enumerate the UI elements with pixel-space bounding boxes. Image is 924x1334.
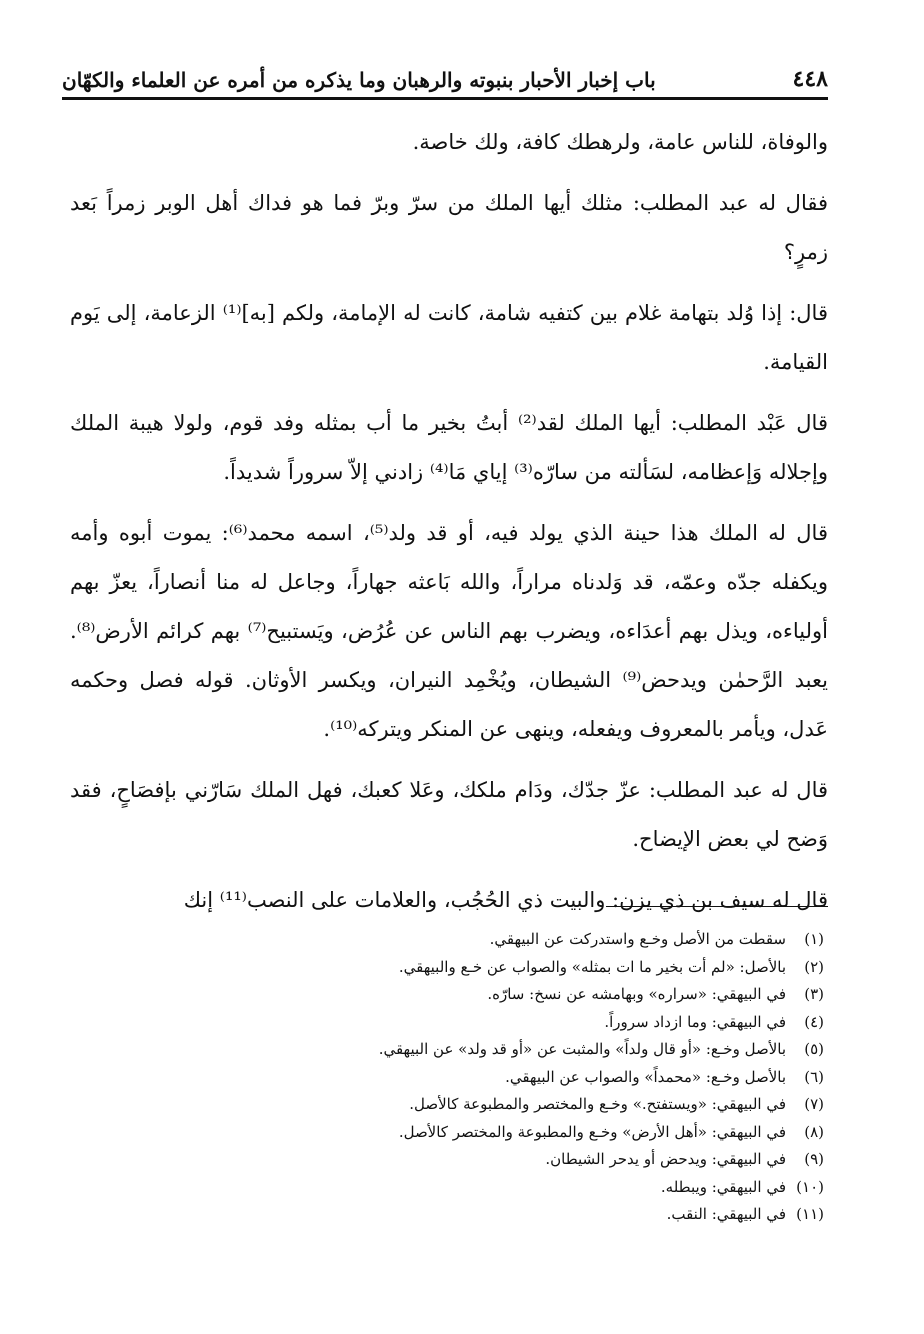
footnote-text: في البيهقي: «أهل الأرض» وخـع والمطبوعة والمختصر كالأصل. [398, 1122, 786, 1141]
running-title: باب إخبار الأحبار بنبوته والرهبان وما يذكره من أمره عن العلماء والكهّان [62, 68, 656, 92]
footnote-number: (٧) [804, 1095, 824, 1113]
footnote-text: بالأصل: «لم أت بخير ما ات بمثله» والصواب عن خـع والبيهقي. [398, 957, 786, 976]
footnote-separator [606, 906, 828, 907]
footnote-item [96, 1146, 824, 1174]
footnote-number: (١١) [796, 1205, 824, 1223]
footnote-item [96, 926, 824, 954]
footnote-text: في البيهقي: ويدحض أو يدحر الشيطان. [545, 1150, 786, 1168]
footnote-number: (٣) [804, 985, 824, 1003]
footnote-item [96, 1036, 824, 1064]
footnote-text: في البيهقي: «سراره» وبهامشه عن نسخ: سارّه. [487, 985, 786, 1003]
footnote-item [96, 1119, 824, 1147]
footnote-text: في البيهقي: ويبطله. [660, 1177, 786, 1196]
footnote-item [96, 1009, 824, 1037]
footnote-text: في البيهقي: «ويستفتح.» وخـع والمختصر والمطبوعة كالأصل. [409, 1095, 786, 1113]
footnote-number: (١٠) [796, 1177, 824, 1196]
footnote-item [96, 981, 824, 1009]
paragraph: قال له سيف بن ذي يزن: والبيت ذي الحُجُب، والعلامات على النصب⁽¹¹⁾ إنك [183, 888, 828, 912]
footnote-number: (٩) [804, 1150, 824, 1168]
paragraph: قال: إذا وُلد بتهامة غلام بين كتفيه شامة، كانت له الإمامة، ولكم [به]⁽¹⁾ الزعامة، إلى يَوم القيامة. [70, 301, 828, 374]
footnotes [96, 926, 824, 1229]
main-text [70, 118, 828, 937]
paragraph: فقال له عبد المطلب: مثلك أيها الملك من سرّ وبرّ فما هو فداك أهل الوبر زمراً بَعد زمرٍ؟ [70, 191, 828, 264]
footnote-text: بالأصل وخـع: «أو قال ولداً» والمثبت عن «أو قد ولد» عن البيهقي. [378, 1040, 786, 1058]
page-number: ٤٤٨ [792, 66, 828, 92]
footnote-number: (٤) [804, 1012, 824, 1031]
footnote-item [96, 954, 824, 982]
header-rule [62, 97, 828, 100]
footnote-item [96, 1064, 824, 1092]
page-header [62, 52, 828, 92]
footnote-text: في البيهقي: النقب. [666, 1205, 786, 1223]
paragraph: قال له الملك هذا حينة الذي يولد فيه، أو قد ولد⁽⁵⁾، اسمه محمد⁽⁶⁾: يموت أبوه وأمه ويكفله جدّه وعمّه، قد وَلدناه مراراً، والله بَاعثه جهاراً، وجاعل له منا أنصاراً، يعزّ بهم أولياءه، ويذل بهم أعدَاءه، ويضرب بهم الناس عن عُرُض، ويَستبيح⁽⁷⁾ بهم كرائم الأرض⁽⁸⁾. يعبد الرَّحمٰن ويدحض⁽⁹⁾ الشيطان، ويُخْمِد النيران، ويكسر الأوثان. قوله فصل وحكمه عَدل، ويأمر بالمعروف ويفعله، وينهى عن المنكر ويتركه⁽¹⁰⁾. [70, 521, 828, 741]
paragraph: والوفاة، للناس عامة، ولرهطك كافة، ولك خاصة. [412, 130, 828, 154]
footnote-number: (٦) [804, 1067, 824, 1086]
footnote-number: (٥) [804, 1040, 824, 1058]
footnote-text: بالأصل وخـع: «محمداً» والصواب عن البيهقي. [505, 1067, 786, 1086]
footnote-item [96, 1201, 824, 1229]
paragraph: قال له عبد المطلب: عزّ جدّك، ودَام ملكك، وعَلا كعبك، فهل الملك سَارّني بإفصَاحٍ، فقد وَضح لي بعض الإيضاح. [70, 778, 828, 851]
footnote-number: (٢) [804, 957, 824, 976]
footnote-item [96, 1091, 824, 1119]
footnote-text: سقطت من الأصل وخـع واستدركت عن البيهقي. [489, 930, 786, 948]
footnote-number: (١) [804, 930, 824, 948]
footnote-item [96, 1174, 824, 1202]
paragraph: قال عَبْد المطلب: أيها الملك لقد⁽²⁾ أبتُ بخير ما أب بمثله وفد قوم، ولولا هيبة الملك وإجلاله وَإعظامه، لسَألته من سارّه⁽³⁾ إياي مَا⁽⁴⁾ زادني إلاّ سروراً شديداً. [70, 411, 828, 484]
footnote-text: في البيهقي: وما ازداد سروراً. [604, 1012, 786, 1031]
footnote-number: (٨) [804, 1122, 824, 1141]
